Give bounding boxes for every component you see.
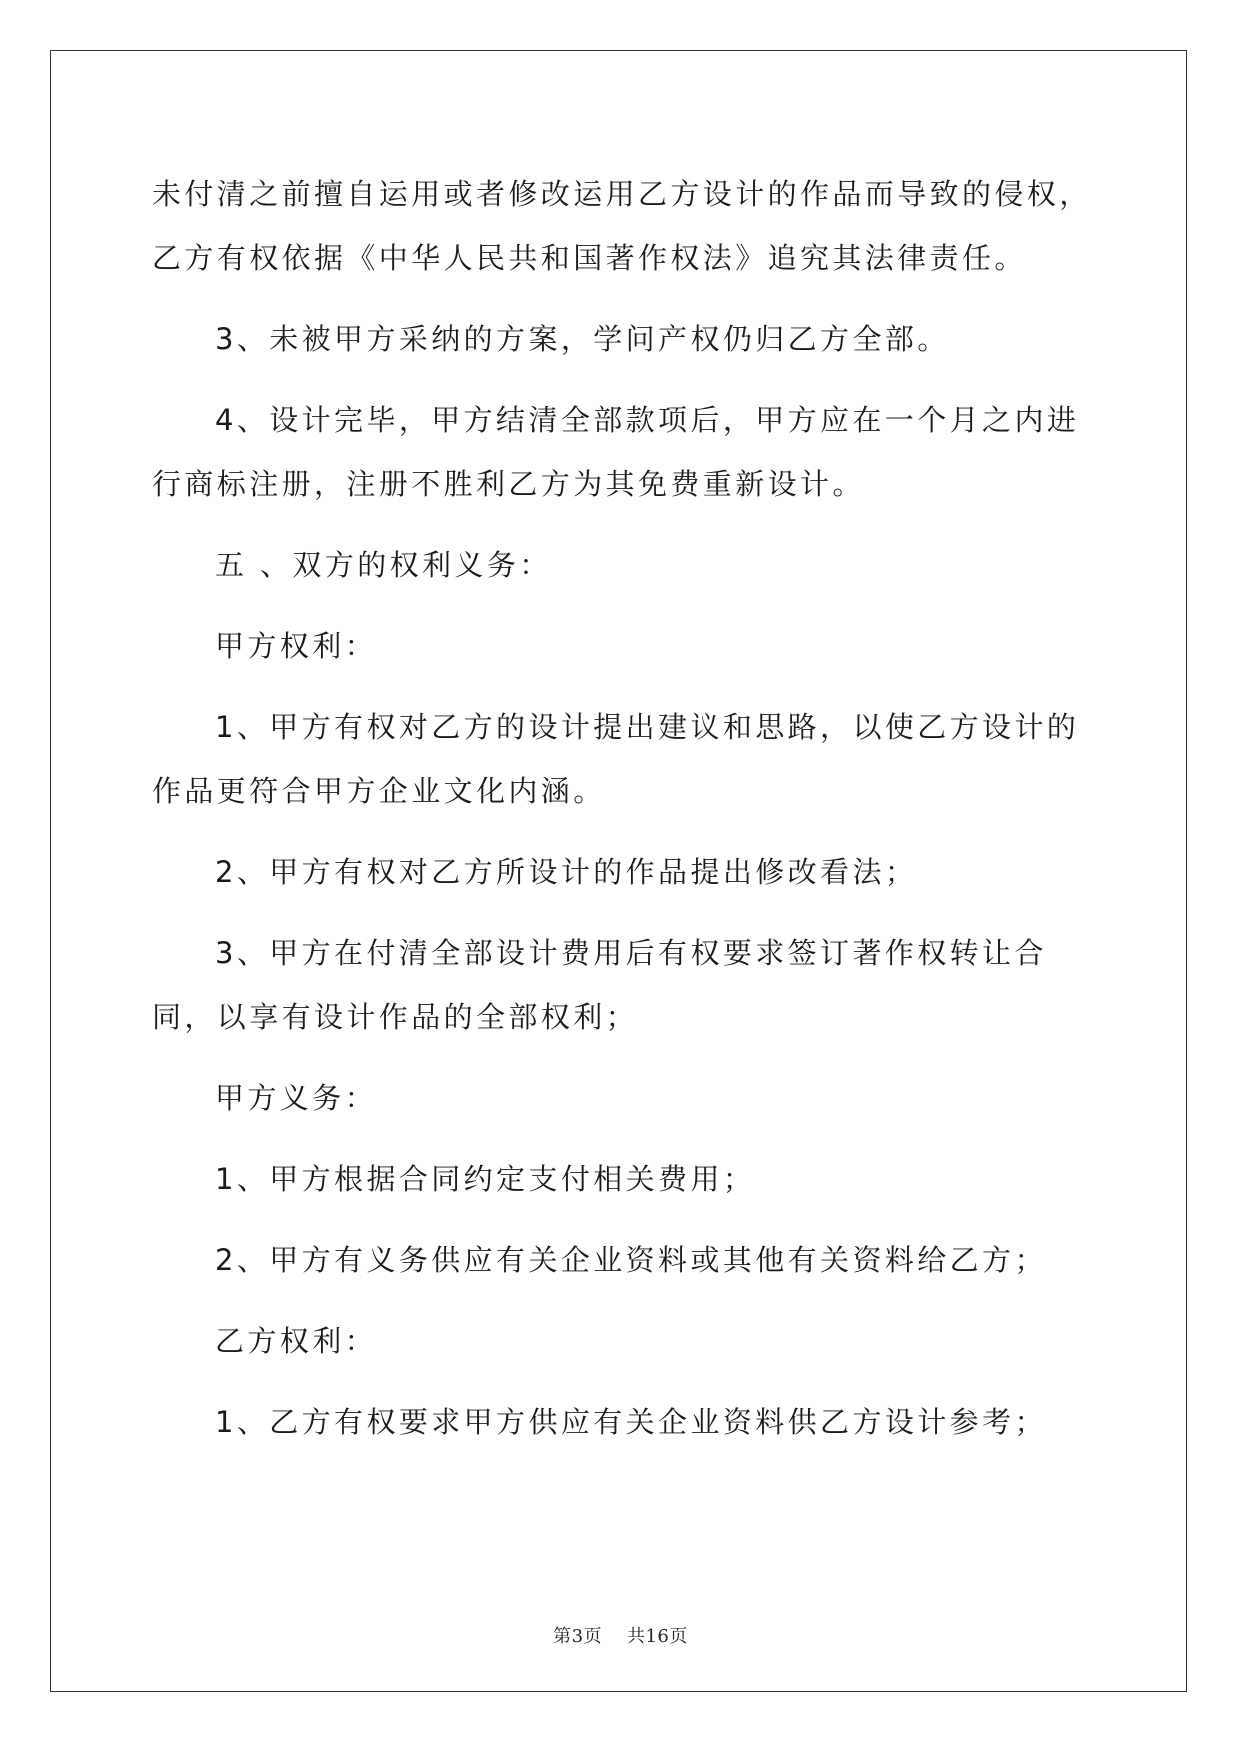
paragraph-11: 2、甲方有义务供应有关企业资料或其他有关资料给乙方； xyxy=(215,1243,1047,1277)
paragraph-8: 3、甲方在付清全部设计费用后有权要求签订著作权转让合同，以享有设计作品的全部权利； xyxy=(152,936,1047,1034)
paragraph-2: 3、未被甲方采纳的方案，学问产权仍归乙方全部。 xyxy=(215,322,950,356)
paragraph-3: 4、设计完毕，甲方结清全部款项后，甲方应在一个月之内进行商标注册，注册不胜利乙方为其免费重新设计。 xyxy=(152,403,1080,501)
subheading-party-a-rights: 甲方权利： xyxy=(215,629,378,663)
subheading-party-b-rights: 乙方权利： xyxy=(215,1324,378,1358)
subheading-party-a-obligations: 甲方义务： xyxy=(215,1081,378,1115)
paragraph-10: 1、甲方根据合同约定支付相关费用； xyxy=(215,1162,756,1196)
total-pages: 共16页 xyxy=(626,1626,688,1647)
paragraph-6: 1、甲方有权对乙方的设计提出建议和思路，以使乙方设计的作品更符合甲方企业文化内涵。 xyxy=(152,710,1080,808)
paragraph-13: 1、乙方有权要求甲方供应有关企业资料供乙方设计参考； xyxy=(215,1405,1047,1439)
section-heading-rights-obligations: 五 、双方的权利义务： xyxy=(215,548,552,582)
page-number: 第3页 xyxy=(553,1626,603,1647)
document-body xyxy=(152,162,1092,1471)
paragraph-7: 2、甲方有权对乙方所设计的作品提出修改看法； xyxy=(215,855,918,889)
page-footer xyxy=(0,1622,1241,1648)
paragraph-1: 未付清之前擅自运用或者修改运用乙方设计的作品而导致的侵权，乙方有权依据《中华人民共和国著作权法》追究其法律责任。 xyxy=(152,177,1092,275)
